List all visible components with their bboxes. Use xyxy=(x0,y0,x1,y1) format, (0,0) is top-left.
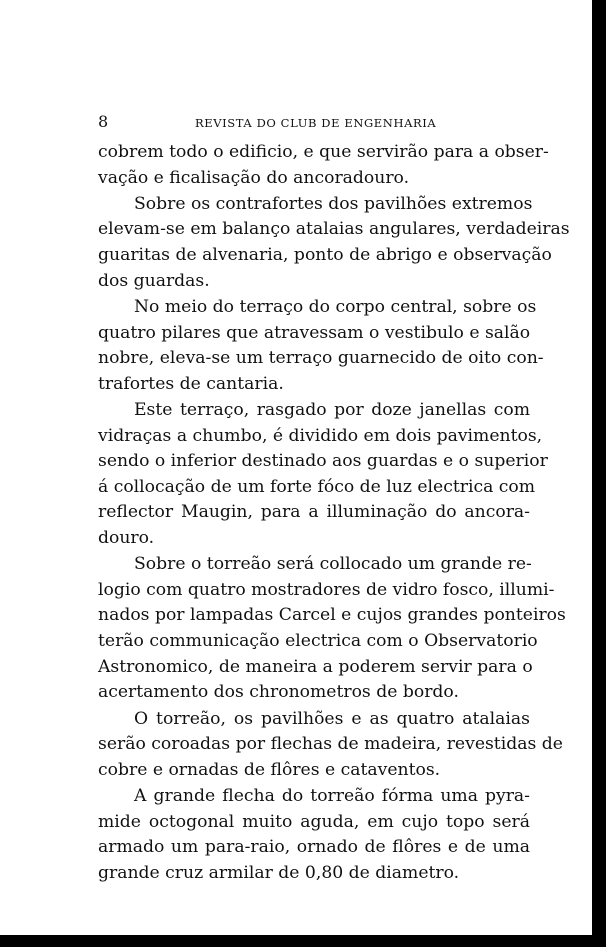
paragraph-3 xyxy=(98,295,544,397)
text-line: acertamento dos chronometros de bordo. xyxy=(98,682,459,703)
text-line: elevam-se em balanço atalaias angulares, verdadeiras xyxy=(98,219,570,240)
text-line: serão coroadas por flechas de madeira, revestidas de xyxy=(98,734,563,755)
text-line: cobre e ornadas de flôres e cataventos. xyxy=(98,759,441,780)
text-line: dos guardas. xyxy=(98,270,210,291)
text-line: Sobre os contrafortes dos pavilhões extremos xyxy=(134,193,533,214)
paragraph-1 xyxy=(98,140,549,191)
text-line: sendo o inferior destinado aos guardas e o superior xyxy=(98,451,548,472)
paragraph-2 xyxy=(98,192,570,294)
scan-border-right xyxy=(592,0,606,947)
paragraph-7 xyxy=(98,784,530,886)
text-line: cobrem todo o edificio, e que servirão para a obser- xyxy=(98,142,549,162)
text-line: logio com quatro mostradores de vidro fosco, illumi- xyxy=(98,579,555,600)
text-line: á collocação de um forte fóco de luz electrica com xyxy=(98,476,536,497)
body-text xyxy=(98,140,570,886)
paragraph-5 xyxy=(98,552,566,706)
paragraph-6 xyxy=(98,707,563,784)
text-line: vação e ficalisação do ancoradouro. xyxy=(98,167,410,188)
text-line: A grande flecha do torreão fórma uma pyra- xyxy=(134,785,530,806)
scan-border-bottom xyxy=(0,935,606,947)
text-line: guaritas de alvenaria, ponto de abrigo e observação xyxy=(98,245,552,266)
paragraph-4 xyxy=(98,398,548,552)
text-line: terão communicação electrica com o Observatorio xyxy=(98,631,538,652)
text-line: douro. xyxy=(98,527,155,548)
text-line: No meio do terraço do corpo central, sobre os xyxy=(134,296,537,317)
text-line: Este terraço, rasgado por doze janellas com xyxy=(134,400,530,420)
text-line: Astronomico, de maneira a poderem servir para o xyxy=(98,656,533,677)
text-line: Sobre o torreão será collocado um grande re- xyxy=(134,554,532,575)
text-line: grande cruz armilar de 0,80 de diametro. xyxy=(98,862,460,883)
text-line: nobre, eleva-se um terraço guarnecido de oito con- xyxy=(98,348,544,369)
text-line: O torreão, os pavilhões e as quatro atalaias xyxy=(134,708,530,729)
text-line: reflector Maugin, para a illuminação do ancora- xyxy=(98,502,530,523)
text-line: nados por lampadas Carcel e cujos grandes ponteiros xyxy=(98,605,566,626)
page-number: 8 xyxy=(98,112,109,131)
text-line: armado um para-raio, ornado de flôres e de uma xyxy=(98,837,530,858)
text-line: mide octogonal muito aguda, em cujo topo será xyxy=(98,811,530,832)
text-line: quatro pilares que atravessam o vestibulo e salão xyxy=(98,322,531,343)
running-title: REVISTA DO CLUB DE ENGENHARIA xyxy=(195,116,437,130)
text-line: vidraças a chumbo, é dividido em dois pavimentos, xyxy=(98,425,543,446)
text-line: trafortes de cantaria. xyxy=(98,373,284,394)
page-header xyxy=(98,112,528,132)
